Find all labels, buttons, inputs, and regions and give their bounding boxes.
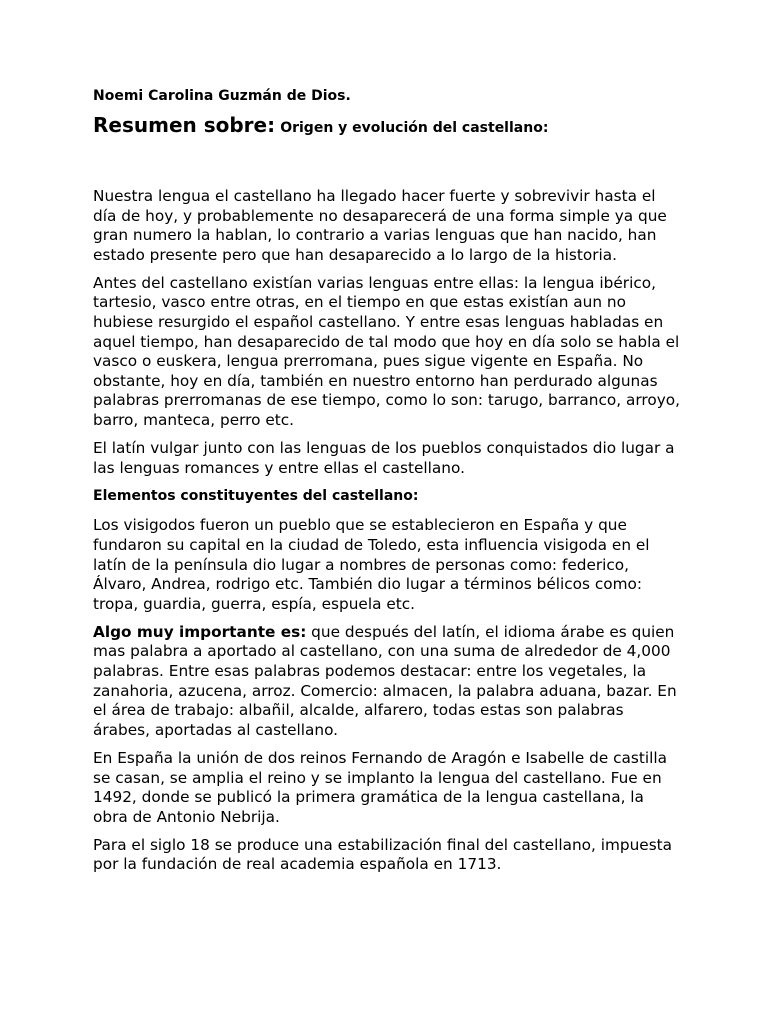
section-heading: Elementos constituyentes del castellano: xyxy=(93,487,419,504)
document-title xyxy=(93,112,683,141)
paragraph-visigodos: Los visigodos fueron un pueblo que se establecieron en España y que fundaron su capital en la ciudad de Toledo, esta influencia visigoda en el latín de la península dio lugar a nombres de personas como: federico, Álvaro, Andrea, rodrigo etc. También dio lugar a términos bélicos como: tropa, guardia, guerra, espía, espuela etc. xyxy=(93,516,650,613)
paragraph-arabe xyxy=(93,623,683,741)
paragraph-rae: Para el siglo 18 se produce una estabilización final del castellano, impuesta por la fundación de real academia española en 1713. xyxy=(93,835,673,874)
paragraph-intro: Nuestra lengua el castellano ha llegado hacer fuerte y sobrevivir hasta el día de hoy, y probablemente no desaparecerá de una forma simple ya que gran numero la hablan, lo contrario a varias lenguas que han nacido, han estado presente pero que han desaparecido a lo largo de la historia. xyxy=(93,187,667,264)
paragraph-reyes: En España la unión de dos reinos Fernando de Aragón e Isabelle de castilla se casan, se amplia el reino y se implanto la lengua del castellano. Fue en 1492, donde se publicó la primera gramática de la lengua castellana, la obra de Antonio Nebrija. xyxy=(93,748,668,826)
title-main: Resumen sobre: xyxy=(93,113,276,137)
paragraph-arabe-text: que después del latín, el idioma árabe es quien mas palabra a aportado al castellano, con una suma de alrededor de 4,000 palabras. Entre esas palabras podemos destacar: entre los vegetales, la zanahoria, azucena, arroz. Comercio: almacen, la palabra aduana, bazar. En el área de trabajo: albañil, alcalde, alfarero, todas estas son palabras árabes, aportadas al castellano. xyxy=(93,622,677,739)
title-sub: Origen y evolución del castellano: xyxy=(280,120,549,136)
document-page xyxy=(93,86,683,884)
paragraph-latin: El latín vulgar junto con las lenguas de los pueblos conquistados dio lugar a las lenguas romances y entre ellas el castellano. xyxy=(93,439,675,477)
paragraph-prerroman: Antes del castellano existían varias lenguas entre ellas: la lengua ibérico, tartesio, vasco entre otras, en el tiempo en que estas existían aun no hubiese resurgido el español castellano. Y entre esas lenguas habladas en aquel tiempo, han desaparecido de tal modo que hoy en día solo se habla el vasco o euskera, lengua prerromana, pues sigue vigente en España. No obstante, hoy en día, también en nuestro entorno han perdurado algunas palabras prerromanas de ese tiempo, como lo son: tarugo, barranco, arroyo, barro, manteca, perro etc. xyxy=(93,273,680,430)
author-name: Noemi Carolina Guzmán de Dios. xyxy=(93,88,351,104)
paragraph-lead: Algo muy importante es: xyxy=(93,622,307,641)
